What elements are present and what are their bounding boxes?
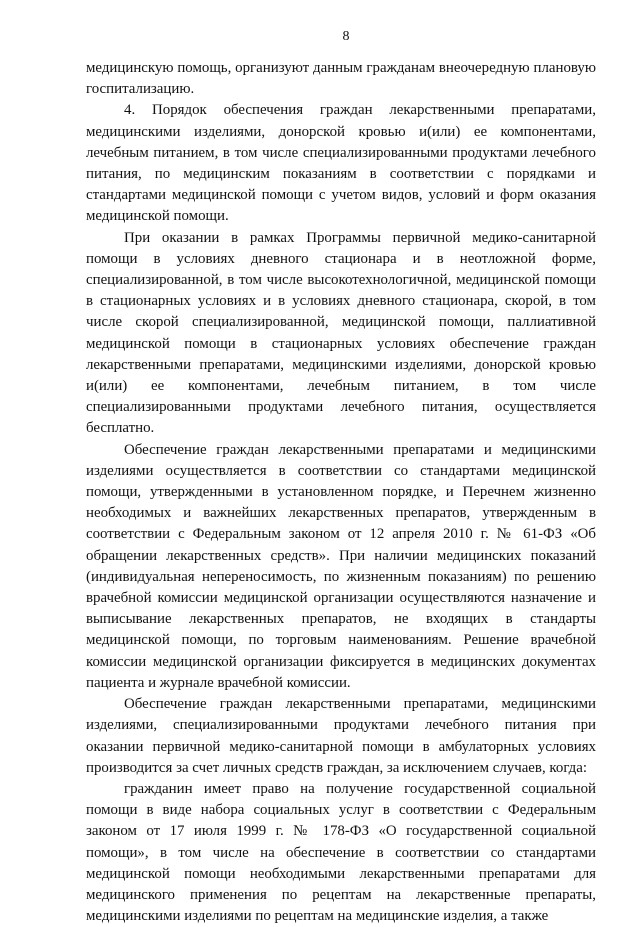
paragraph-outpatient-provision: Обеспечение граждан лекарственными препаратами, медицинскими изделиями, специализированными продуктами лечебного питания при оказании первичной медико-санитарной помощи в амбулаторных условиях производится за счет личных средств граждан, за исключением случаев, когда: (86, 696, 596, 776)
paragraph-standards-provision: Обеспечение граждан лекарственными препаратами и медицинскими изделиями осуществляется в соответствии со стандартами медицинской помощи, утвержденными в установленном порядке, и Перечнем жизненно необходимых и важнейших лекарственных препаратов, утвержденным в соответствии с Федеральным законом от 12 апреля 2010 г. № 61-ФЗ «Об обращении лекарственных средств». При наличии медицинских показаний (индивидуальная непереносимость, по жизненным показаниям) по решению врачебной комиссии медицинской организации осуществляются назначение и выписывание лекарственных препаратов, не входящих в стандарты медицинской помощи, по торговым наименованиям. Решение врачебной комиссии медицинской организации фиксируется в медицинских документах пациента и журнале врачебной комиссии. (86, 441, 596, 691)
paragraph-free-provision: При оказании в рамках Программы первичной медико-санитарной помощи в условиях дневного стационара и в неотложной форме, специализированной, в том числе высокотехнологичной, медицинской помощи в стационарных условиях и в условиях дневного стационара, скорой, в том числе скорой специализированной, медицинской помощи, паллиативной медицинской помощи в стационарных условиях обеспечение граждан лекарственными препаратами, медицинскими изделиями, донорской кровью и(или) ее компонентами, лечебным питанием, в том числе специализированными продуктами лечебного питания, осуществляется бесплатно. (86, 229, 596, 437)
document-body (86, 58, 596, 927)
paragraph-continuation: медицинскую помощь, организуют данным гражданам внеочередную плановую госпитализацию. (86, 60, 596, 98)
paragraph-section-4-heading: 4. Порядок обеспечения граждан лекарственными препаратами, медицинскими изделиями, донорской кровью и(или) ее компонентами, лечебным питанием, в том числе специализированными продуктами лечебного питания, по медицинским показаниям в соответствии с порядками и стандартами медицинской помощи с учетом видов, условий и форм оказания медицинской помощи. (86, 102, 596, 225)
paragraph-social-assistance: гражданин имеет право на получение государственной социальной помощи в виде набора социальных услуг в соответствии с Федеральным законом от 17 июля 1999 г. № 178-ФЗ «О государственной социальной помощи», в том числе на обеспечение в соответствии со стандартами медицинской помощи необходимыми лекарственными препаратами для медицинского применения по рецептам на лекарственные препараты, медицинскими изделиями по рецептам на медицинские изделия, а также (86, 780, 596, 925)
page-number: 8 (342, 29, 350, 44)
